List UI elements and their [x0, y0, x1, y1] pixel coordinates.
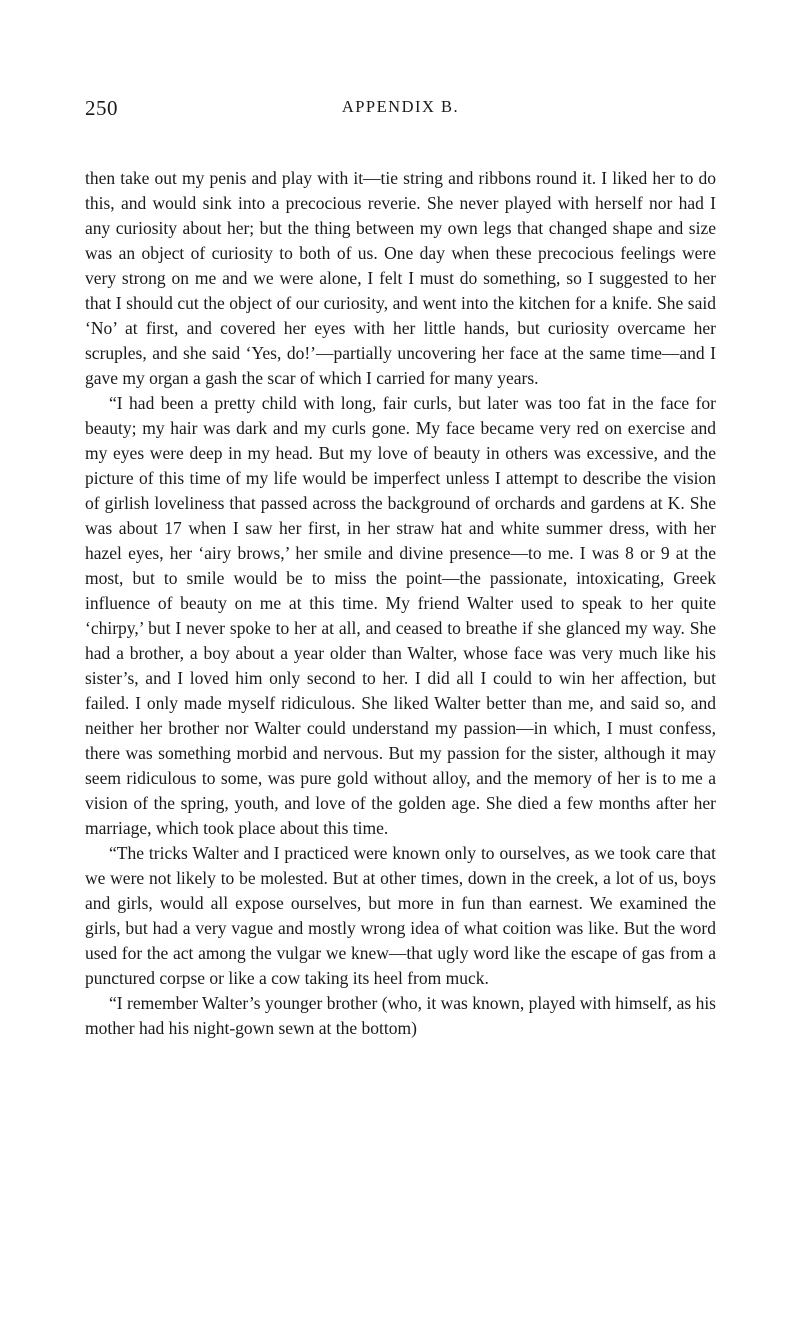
paragraph-2: “I had been a pretty child with long, fair curls, but later was too fat in the face for beauty; my hair was dark and my curls gone. My face became very red on exercise and my eyes were deep in my head. But my love of beauty in others was excessive, and the picture of this time of my life would be imperfect unless I attempt to describe the vision of girlish loveliness that passed across the background of orchards and gardens at K. She was about 17 when I saw her first, in her straw hat and white summer dress, with her hazel eyes, her ‘airy brows,’ her smile and divine presence—to me. I was 8 or 9 at the most, but to smile would be to miss the point—the passionate, intoxicating, Greek influence of beauty on me at this time. My friend Walter used to speak to her quite ‘chirpy,’ but I never spoke to her at all, and ceased to breathe if she glanced my way. She had a brother, a boy about a year older than Walter, whose face was very much like his sister’s, and I loved him only second to her. I did all I could to win her affection, but failed. I only made myself ridiculous. She liked Walter better than me, and said so, and neither her brother nor Walter could understand my passion—in which, I must confess, there was something morbid and nervous. But my passion for the sister, although it may seem ridiculous to some, was pure gold without alloy, and the memory of her is to me a vision of the spring, youth, and love of the golden age. She died a few months after her marriage, which took place about this time. [85, 393, 716, 838]
running-head: APPENDIX B. [341, 97, 460, 116]
page-header [85, 96, 716, 120]
page-number: 250 [85, 96, 118, 120]
paragraph-4: “I remember Walter’s younger brother (who, it was known, played with himself, as his mother had his night-gown sewn at the bottom) [85, 993, 716, 1038]
body-text [85, 166, 716, 1041]
paragraph-3: “The tricks Walter and I practiced were known only to ourselves, as we took care that we were not likely to be molested. But at other times, down in the creek, a lot of us, boys and girls, would all expose ourselves, but more in fun than earnest. We examined the girls, but had a very vague and mostly wrong idea of what coition was like. But the word used for the act among the vulgar we knew—that ugly word like the escape of gas from a punctured corpse or like a cow taking its heel from muck. [85, 843, 716, 988]
paragraph-1: then take out my penis and play with it—tie string and ribbons round it. I liked her to do this, and would sink into a precocious reverie. She never played with herself nor had I any curiosity about her; but the thing between my own legs that changed shape and size was an object of curiosity to both of us. One day when these precocious feelings were very strong on me and we were alone, I felt I must do something, so I suggested to her that I should cut the object of our curiosity, and went into the kitchen for a knife. She said ‘No’ at first, and covered her eyes with her little hands, but curiosity overcame her scruples, and she said ‘Yes, do!’—partially uncovering her face at the same time—and I gave my organ a gash the scar of which I carried for many years. [85, 168, 716, 388]
